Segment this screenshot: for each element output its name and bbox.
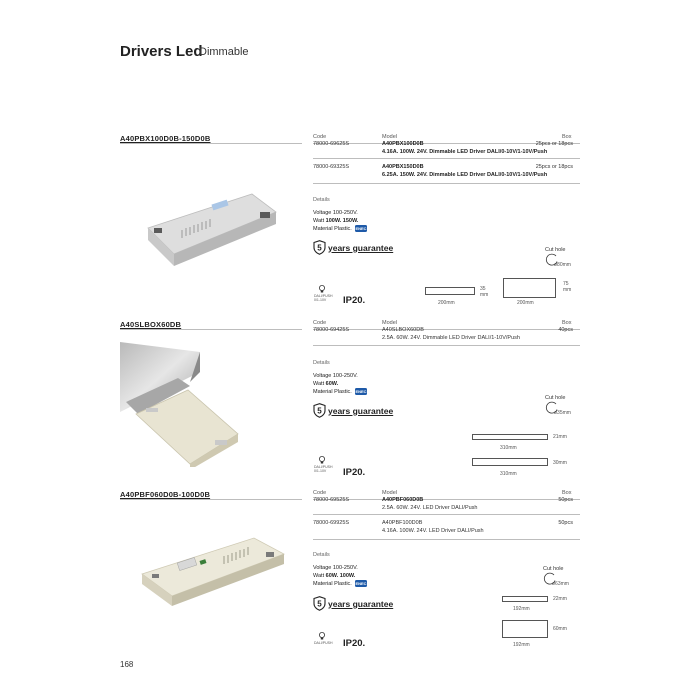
length-dimension: 310mm: [500, 445, 517, 451]
svg-text:ENEC: ENEC: [355, 389, 367, 394]
product-ref: A40PBX100D0B-150D0B: [120, 134, 211, 143]
product-code: 78000-69525S: [313, 497, 350, 503]
warranty-text: years guarantee: [328, 598, 394, 609]
divider: [120, 499, 302, 500]
dimension-box: [425, 287, 475, 295]
svg-text:5: 5: [317, 243, 322, 253]
spec-block: [313, 210, 367, 233]
box-quantity: 40pcs: [558, 327, 573, 333]
page-title: Drivers Led: [120, 43, 203, 60]
dali-text: DALI/PUSH: [314, 641, 333, 645]
cut-hole-label: Cut hole: [545, 395, 566, 401]
product-photo: [120, 342, 250, 467]
dali-label: [314, 294, 332, 302]
model-header: Model: [382, 134, 397, 140]
product-ref: A40SLBOX60DB: [120, 320, 182, 329]
voltage-spec: Voltage 100-250V.: [313, 373, 358, 379]
product-model: A40PBF100D0B: [382, 520, 423, 526]
shield-icon: [313, 240, 326, 255]
watt-label: Watt: [313, 572, 326, 579]
shield-icon: [313, 596, 326, 611]
dali-range-text: 0/1-10V: [314, 298, 327, 302]
cut-hole-label: Cut hole: [545, 247, 566, 253]
divider: [313, 514, 580, 515]
dimension-box: [502, 620, 548, 638]
warranty-text: years guarantee: [328, 405, 394, 416]
watt-label: Watt: [313, 380, 326, 387]
product-ref: A40PBF060D0B-100D0B: [120, 490, 211, 499]
watt-value: 100W. 150W.: [325, 217, 359, 224]
watt-spec: [313, 381, 367, 389]
height-dimension: 21mm: [553, 434, 567, 440]
product-description: 2.5A. 60W. 24V. Dimmable LED Driver DALI/1-10V/Push: [382, 335, 520, 341]
length-dimension: 192mm: [513, 606, 530, 612]
code-header: Code: [313, 134, 327, 140]
material-label: Material Plastic.: [313, 580, 352, 587]
divider: [313, 183, 580, 184]
watt-value: 60W.: [325, 380, 339, 387]
dimension-box: [502, 596, 548, 602]
divider: [120, 329, 302, 330]
divider: [120, 143, 302, 144]
watt-spec: [313, 218, 367, 226]
certification-icon: [355, 580, 367, 587]
dimmable-bulb-icon: [318, 456, 326, 464]
dali-range-text: 0/1-10V: [314, 469, 327, 473]
svg-text:5: 5: [317, 599, 322, 609]
spec-block: [313, 373, 367, 396]
product-description: 4.16A. 100W. 24V. Dimmable LED Driver DALI/0-10V/1-10V/Push: [382, 149, 548, 155]
details-label: Details: [313, 552, 330, 558]
product-description: 2.5A. 60W. 24V. LED Driver DALI/Push: [382, 505, 478, 511]
warranty-badge: [313, 596, 393, 611]
model-header: Model: [382, 490, 397, 496]
code-header: Code: [313, 320, 327, 326]
voltage-spec: Voltage 100-250V.: [313, 565, 358, 571]
svg-text:ENEC: ENEC: [355, 226, 367, 231]
height-dimension: 35 mm: [480, 286, 489, 298]
dimension-box: [503, 278, 556, 298]
box-quantity: 25pcs or 18pcs: [535, 164, 573, 170]
product-description: 4.16A. 100W. 24V. LED Driver DALI/Push: [382, 528, 484, 534]
box-header: Box: [562, 490, 572, 496]
material-label: Material Plastic.: [313, 388, 352, 395]
material-spec: [313, 225, 367, 233]
dali-label: [314, 465, 332, 473]
certification-icon: [355, 225, 367, 232]
dimension-box: [472, 434, 548, 440]
cut-hole-diameter: ø35mm: [554, 410, 571, 416]
product-model: A40SLBOX60DB: [382, 327, 424, 333]
height-dimension: 75 mm: [563, 281, 572, 293]
length-dimension: 200mm: [438, 300, 455, 306]
dimmable-bulb-icon: [318, 632, 326, 640]
ip-rating: IP20.: [343, 295, 366, 306]
voltage-spec: Voltage 100-250V.: [313, 210, 358, 216]
dimension-box: [472, 458, 548, 466]
product-model: A40PBX150D0B: [382, 164, 424, 170]
svg-text:ENEC: ENEC: [355, 581, 367, 586]
ip-rating: IP20.: [343, 638, 366, 649]
product-photo: [138, 530, 288, 615]
dimmable-bulb-icon: [318, 285, 326, 293]
cut-hole-diameter: ø63mm: [552, 581, 569, 587]
length-dimension: 192mm: [513, 642, 530, 648]
ip-rating: IP20.: [343, 467, 366, 478]
watt-label: Watt: [313, 217, 326, 224]
divider: [313, 158, 580, 159]
cut-hole-label: Cut hole: [543, 566, 564, 572]
page-number: 168: [120, 660, 134, 669]
divider: [313, 539, 580, 540]
box-header: Box: [562, 320, 572, 326]
spec-block: [313, 565, 367, 588]
divider: [313, 499, 580, 500]
shield-icon: [313, 403, 326, 418]
product-code: 78000-69325S: [313, 164, 350, 170]
cut-hole-diameter: ø80mm: [554, 262, 571, 268]
length-dimension: 310mm: [500, 471, 517, 477]
code-header: Code: [313, 490, 327, 496]
divider: [313, 329, 580, 330]
dali-text: DALI/PUSH: [314, 465, 333, 469]
details-label: Details: [313, 197, 330, 203]
certification-icon: [355, 388, 367, 395]
height-dimension: 22mm: [553, 596, 567, 602]
product-code: 78000-69925S: [313, 520, 350, 526]
box-quantity: 50pcs: [558, 497, 573, 503]
model-header: Model: [382, 320, 397, 326]
dali-text: DALI/PUSH: [314, 294, 333, 298]
height-dimension: 30mm: [553, 460, 567, 466]
material-spec: [313, 388, 367, 396]
dali-label: [314, 641, 332, 645]
warranty-badge: [313, 240, 393, 255]
product-model: A40PBX100D0B: [382, 141, 424, 147]
box-quantity: 25pcs or 18pcs: [535, 141, 573, 147]
height-dimension: 60mm: [553, 626, 567, 632]
watt-value: 60W. 100W.: [325, 572, 356, 579]
product-description: 6.25A. 150W. 24V. Dimmable LED Driver DALI/0-10V/1-10V/Push: [382, 172, 548, 178]
watt-spec: [313, 573, 367, 581]
material-label: Material Plastic.: [313, 225, 352, 232]
warranty-badge: [313, 403, 393, 418]
material-spec: [313, 580, 367, 588]
product-model: A40PBF060D0B: [382, 497, 424, 503]
product-code: 78000-69625S: [313, 141, 350, 147]
svg-text:5: 5: [317, 406, 322, 416]
product-code: 78000-69425S: [313, 327, 350, 333]
length-dimension: 200mm: [517, 300, 534, 306]
product-photo: [142, 188, 282, 268]
box-header: Box: [562, 134, 572, 140]
divider: [313, 345, 580, 346]
page-subtitle: Dimmable: [199, 46, 249, 58]
details-label: Details: [313, 360, 330, 366]
box-quantity: 50pcs: [558, 520, 573, 526]
warranty-text: years guarantee: [328, 242, 394, 253]
